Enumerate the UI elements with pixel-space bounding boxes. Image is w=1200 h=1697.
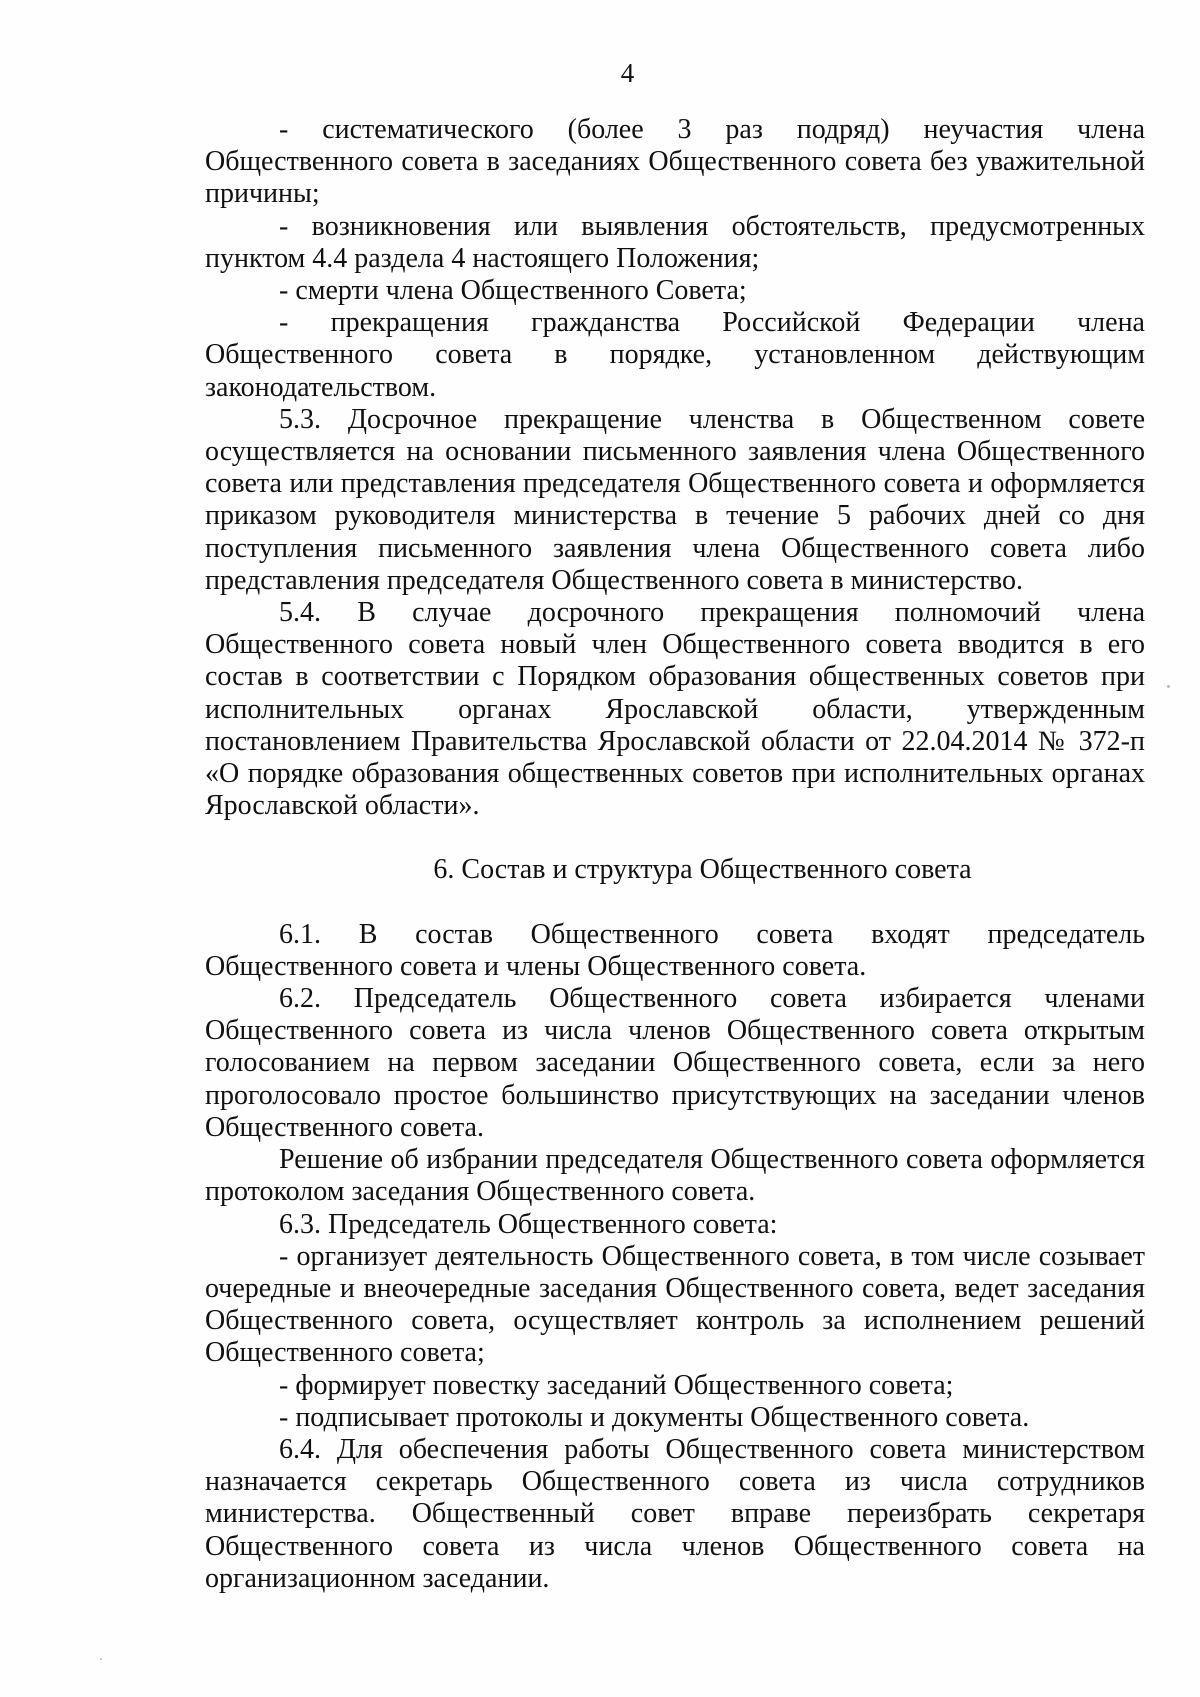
section-6-heading: 6. Состав и структура Общественного совета [433,854,972,886]
paragraph-6-1: 6.1. В состав Общественного совета входят председатель Общественного совета и члены Общественного совета. [205,918,1145,982]
duty-agenda: - формирует повестку заседаний Общественного совета; [279,1369,954,1401]
paragraph-6-3: 6.3. Председатель Общественного совета: [279,1208,778,1240]
scan-artifact [1167,685,1170,688]
paragraph-5-4: 5.4. В случае досрочного прекращения полномочий члена Общественного совета новый член Общественного совета вводится в его состав в соответствии с Порядком образования общественных советов при исполнительных органах Ярославской области, утвержденным постановлением Правительства Ярославской области от 22.04.2014 № 372-п «О порядке образования общественных советов при исполнительных органах Ярославской области». [205,597,1145,822]
clause-death: - смерти члена Общественного Совета; [279,275,747,307]
page-number: 4 [620,58,635,88]
paragraph-6-2: 6.2. Председатель Общественного совета избирается членами Общественного совета из числа членов Общественного совета открытым голосованием на первом заседании Общественного совета, если за него проголосовало простое большинство присутствующих на заседании членов Общественного совета. [205,983,1145,1143]
paragraph-5-3: 5.3. Досрочное прекращение членства в Общественном совете осуществляется на основании письменного заявления члена Общественного совета или представления председателя Общественного совета и оформляется приказом руководителя министерства в течение 5 рабочих дней со дня поступления письменного заявления члена Общественного совета либо представления председателя Общественного совета в министерство. [205,403,1145,596]
clause-citizenship: - прекращения гражданства Российской Федерации члена Общественного совета в порядке, установленном действующим законодательством. [205,307,1145,403]
clause-systematic-absence: - систематического (более 3 раз подряд) неучастия члена Общественного совета в заседаниях Общественного совета без уважительной причины; [205,114,1145,210]
document-body [205,114,1145,1595]
duty-organizes: - организует деятельность Общественного совета, в том числе созывает очередные и внеочередные заседания Общественного совета, ведет заседания Общественного совета, осуществляет контроль за исполнением решений Общественного совета; [205,1240,1145,1369]
duty-signs: - подписывает протоколы и документы Общественного совета. [279,1401,1030,1433]
paragraph-chairman-decision: Решение об избрании председателя Общественного совета оформляется протоколом заседания Общественного совета. [205,1144,1145,1208]
clause-circumstances: - возникновения или выявления обстоятельств, предусмотренных пунктом 4.4 раздела 4 настоящего Положения; [205,210,1145,274]
paragraph-6-4: 6.4. Для обеспечения работы Общественного совета министерством назначается секретарь Общественного совета из числа сотрудников министерства. Общественный совет вправе переизбрать секретаря Общественного совета из числа членов Общественного совета на организационном заседании. [205,1433,1145,1594]
scan-artifact [100,1658,102,1660]
